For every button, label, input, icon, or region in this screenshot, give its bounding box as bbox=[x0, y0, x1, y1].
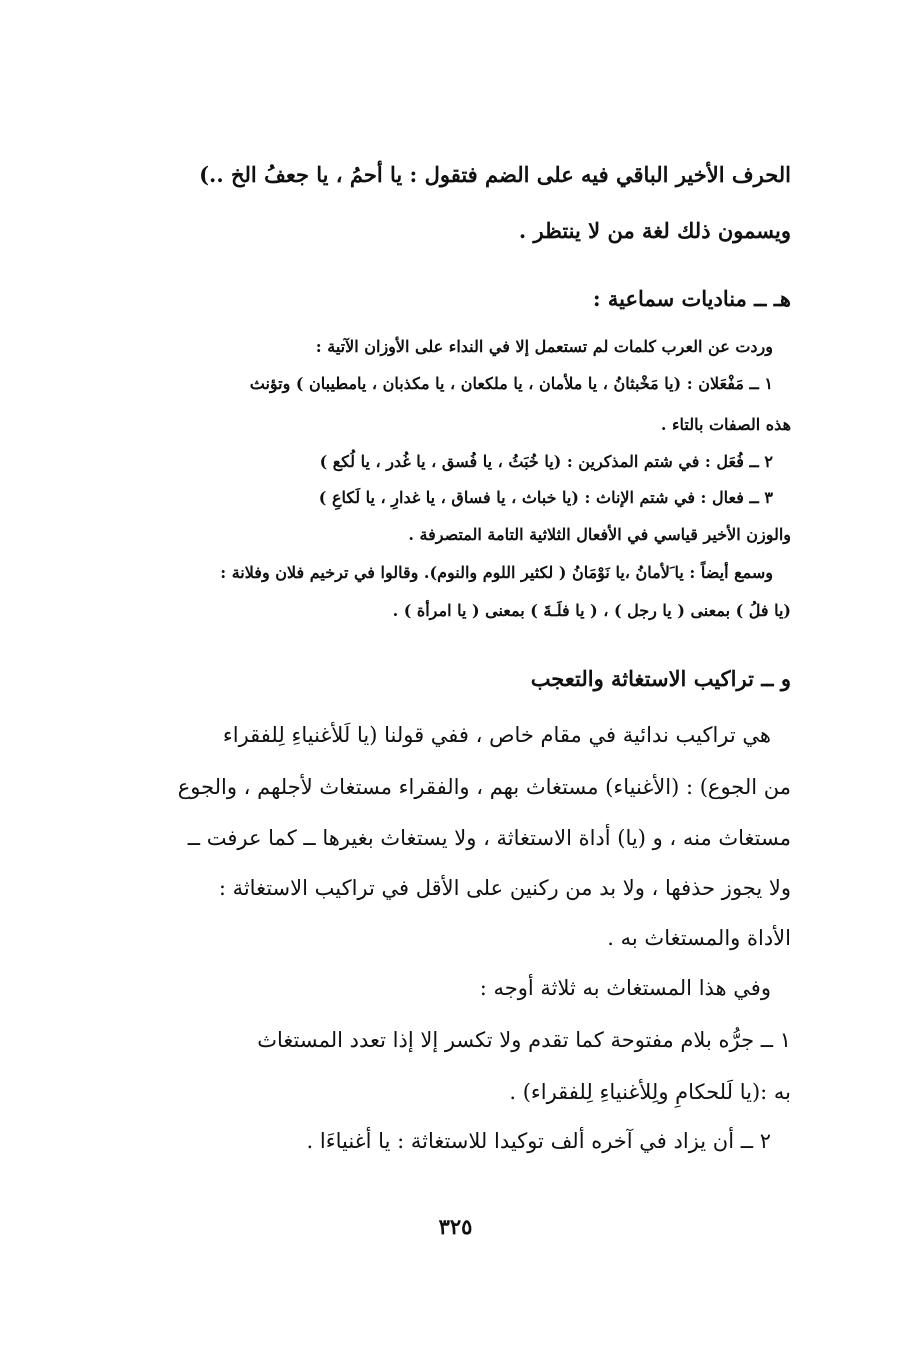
section-w-line-3: مستغاث منه ، و (يا) أداة الاستغاثة ، ولا يستغاث بغيرها ــ كما عرفت ــ bbox=[187, 826, 791, 850]
page-number: ٣٢٥ bbox=[438, 1214, 473, 1239]
section-w-line-8: به :(يا لَلحكامِ ولِلأغنياءِ لِلفقراء) . bbox=[509, 1080, 791, 1104]
section-h-line-8: (يا فلُ ) بمعنى ( يا رجل ) ، ( يا فلَـةَ ) بمعنى ( يا امرأة ) . bbox=[392, 601, 791, 620]
intro-line-1: الحرف الأخير الباقي فيه على الضم فتقول : يا أحمُ ، يا جعفُ الخ ..) bbox=[199, 162, 791, 187]
section-w-line-4: ولا يجوز حذفها ، ولا بد من ركنين على الأقل في تراكيب الاستغاثة : bbox=[218, 876, 791, 900]
section-h-line-5: ٣ ــ فعال : في شتم الإناث : (يا خباث ، يا فساق ، يا غدارِ ، يا لَكاعِ ) bbox=[318, 488, 773, 507]
intro-line-2: ويسمون ذلك لغة من لا ينتظر . bbox=[518, 218, 791, 243]
section-w-line-9: ٢ ــ أن يزاد في آخره ألف توكيدا للاستغاثة : يا أغنياءَا . bbox=[306, 1129, 771, 1153]
section-w-line-6: وفي هذا المستغاث به ثلاثة أوجه : bbox=[479, 976, 771, 1000]
section-h-line-4: ٢ ــ فُعَل : في شتم المذكرين : (يا خُبَثُ ، يا فُسق ، يا غُدر ، يا لُكع ) bbox=[319, 452, 773, 471]
section-h-line-3: هذه الصفات بالتاء . bbox=[660, 415, 791, 434]
section-w-line-2: من الجوع) : (الأغنياء) مستغاث بهم ، والفقراء مستغاث لأجلهم ، والجوع bbox=[177, 775, 791, 799]
section-h-line-2: ١ ــ مَفْعَلان : (يا مَخْبثانُ ، يا ملأمان ، يا ملكعان ، يا مكذبان ، يامطيبان ) وتؤنث bbox=[249, 374, 773, 393]
section-h-line-6: والوزن الأخير قياسي في الأفعال الثلاثية التامة المتصرفة . bbox=[408, 525, 791, 544]
section-w-line-7: ١ ــ جرُّه بلام مفتوحة كما تقدم ولا تكسر إلا إذا تعدد المستغاث bbox=[257, 1028, 791, 1052]
section-h-line-7: وسمع أيضاً : يا َلأمانُ ،يا نَوْمَانُ ( لكثير اللوم والنوم). وقالوا في ترخيم فلان وفلانة : bbox=[220, 563, 773, 582]
section-h-heading: هـ ــ مناديات سماعية : bbox=[592, 286, 791, 311]
section-w-heading: و ــ تراكيب الاستغاثة والتعجب bbox=[530, 666, 791, 691]
section-h-line-1: وردت عن العرب كلمات لم تستعمل إلا في النداء على الأوزان الآتية : bbox=[315, 337, 773, 356]
section-w-line-5: الأداة والمستغاث به . bbox=[607, 926, 791, 950]
section-w-line-1: هي تراكيب ندائية في مقام خاص ، ففي قولنا (يا لَلأغنياءِ لِلفقراء bbox=[222, 723, 771, 747]
